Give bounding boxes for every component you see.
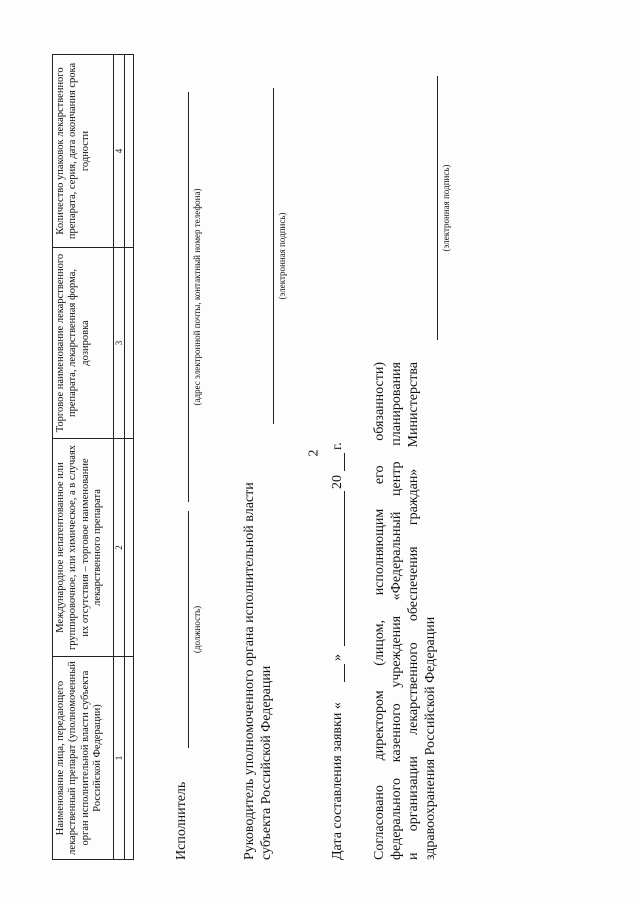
date-close-quote: »	[330, 654, 345, 661]
column-number-1: 1	[114, 657, 125, 860]
executor-contact-line	[188, 92, 189, 502]
agreement-line-3: и организации лекарственного обеспечения граждан» Министерства	[406, 362, 421, 860]
head-signature-line	[273, 88, 274, 424]
rotated-form	[52, 55, 472, 860]
agreement-signature-line	[437, 76, 438, 340]
agreement-line-2: федерального казенного учреждения «Федеральный центр планирования	[389, 362, 404, 860]
header-cell-3: Торговое наименование лекарственного препарата, лекарственная форма, дозировка	[53, 248, 114, 439]
header-cell-2: Международное непатентованное или группировочное, или химическое, а в случаях их отсутствия – торговое наименование лекарственного препарата	[53, 439, 114, 657]
column-number-row	[114, 55, 125, 860]
column-number-4: 4	[114, 55, 125, 248]
empty-cell	[125, 657, 134, 860]
empty-cell	[125, 248, 134, 439]
executor-position-line	[188, 511, 189, 748]
agreement-line-4: здравоохранения Российской Федерации	[423, 616, 438, 860]
table-header-row	[53, 55, 114, 860]
column-number-2: 2	[114, 439, 125, 657]
executor-label: Исполнитель	[174, 781, 189, 860]
column-number-3: 3	[114, 248, 125, 439]
header-cell-1: Наименование лица, передающего лекарственный препарат (уполномоченный орган исполнительной власти субъекта Российской Федерации)	[53, 657, 114, 860]
header-cell-4: Количество упаковок лекарственного препарата, серия, дата окончания срока годности	[53, 55, 114, 248]
empty-cell	[125, 439, 134, 657]
date-year-suffix: г.	[330, 442, 345, 450]
table-row	[125, 55, 134, 860]
date-month-line	[344, 491, 345, 646]
executor-contact-caption: (адрес электронной почты, контактный номер телефона)	[192, 188, 202, 406]
date-year-line	[344, 453, 345, 471]
head-signature-caption: (электронная подпись)	[277, 212, 287, 300]
agreement-signature-caption: (электронная подпись)	[441, 164, 451, 252]
date-year-prefix: 20	[330, 475, 345, 489]
head-title-line2: субъекта Российской Федерации	[259, 665, 274, 860]
head-title-line1: Руководитель уполномоченного органа исполнительной власти	[242, 482, 257, 860]
page-number: 2	[306, 449, 322, 457]
date-day-line	[344, 664, 345, 682]
executor-position-caption: (должность)	[192, 605, 202, 654]
empty-cell	[125, 55, 134, 248]
agreement-line-1: Согласовано директором (лицом, исполняющим его обязанности)	[372, 362, 387, 860]
medicine-table	[52, 54, 134, 860]
date-label: Дата составления заявки «	[330, 702, 345, 860]
